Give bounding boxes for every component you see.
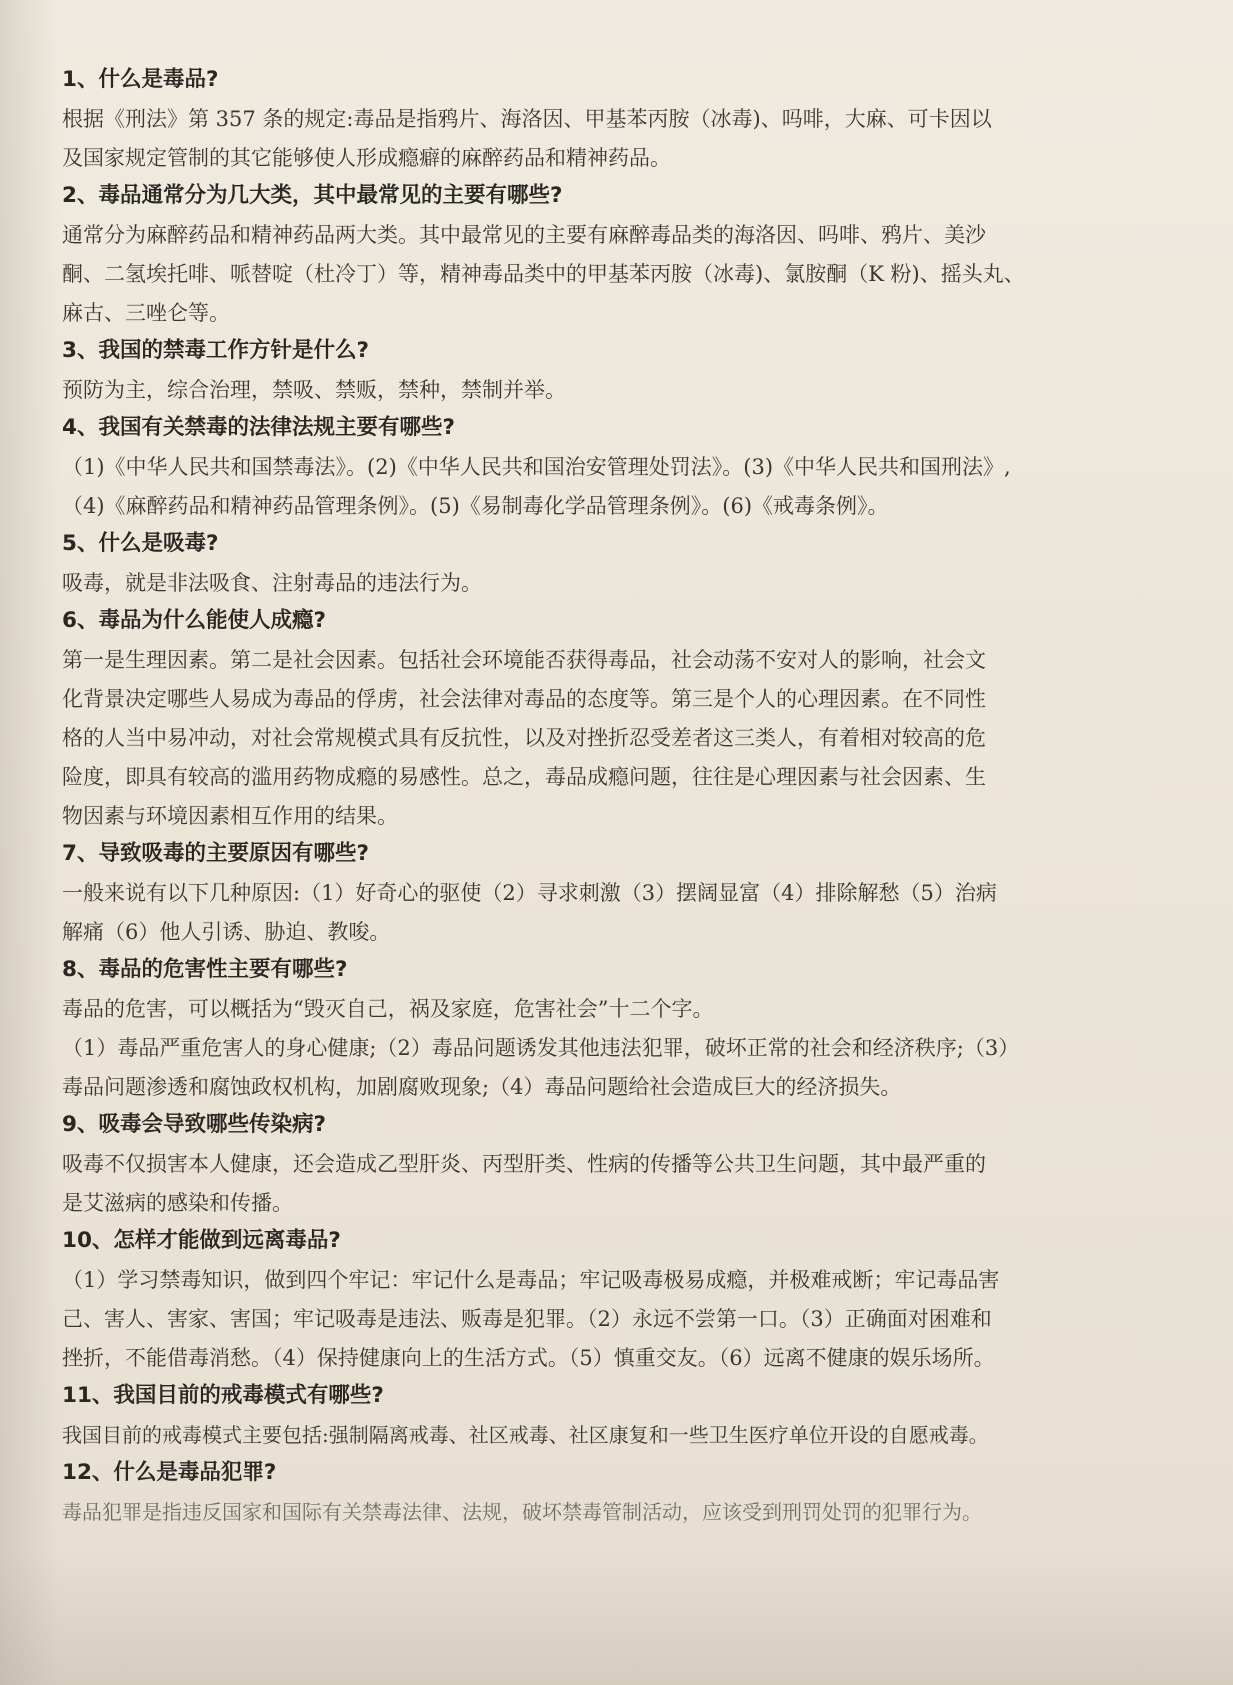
answer-text	[62, 990, 1122, 1107]
answer-text	[62, 100, 1122, 178]
answer-line: 毒品犯罪是指违反国家和国际有关禁毒法律、法规，破坏禁毒管制活动，应该受到刑罚处罚的犯罪行为。	[62, 1500, 982, 1524]
answer-text	[62, 1261, 1122, 1378]
answer-line: 根据《刑法》第 357 条的规定:毒品是指鸦片、海洛因、甲基苯丙胺（冰毒)、吗啡，大麻、可卡因以	[62, 107, 992, 131]
answer-line: 格的人当中易冲动，对社会常规模式具有反抗性，以及对挫折忍受差者这三类人，有着相对较高的危	[62, 726, 986, 750]
section-6	[62, 605, 1122, 836]
question-heading: 11、我国目前的戒毒模式有哪些?	[62, 1383, 384, 1408]
document-page	[62, 62, 1122, 1532]
section-8	[62, 954, 1122, 1107]
section-4	[62, 412, 1122, 526]
answer-line: （4)《麻醉药品和精神药品管理条例》。(5)《易制毒化学品管理条例》。(6)《戒毒条例》。	[62, 494, 889, 518]
question-heading: 5、什么是吸毒?	[62, 531, 219, 556]
answer-line: 是艾滋病的感染和传播。	[62, 1191, 293, 1215]
answer-line: 解痛（6）他人引诱、胁迫、教唆。	[62, 920, 391, 944]
paper-shadow-bottom	[0, 1545, 1233, 1685]
question-heading: 10、怎样才能做到远离毒品?	[62, 1228, 341, 1253]
section-1	[62, 64, 1122, 178]
answer-line: 麻古、三唑仑等。	[62, 301, 230, 325]
answer-line: 通常分为麻醉药品和精神药品两大类。其中最常见的主要有麻醉毒品类的海洛因、吗啡、鸦片、美沙	[62, 223, 986, 247]
section-2	[62, 180, 1122, 333]
answer-line: 预防为主，综合治理，禁吸、禁贩，禁种，禁制并举。	[62, 378, 566, 402]
answer-line: 第一是生理因素。第二是社会因素。包括社会环境能否获得毒品，社会动荡不安对人的影响，社会文	[62, 648, 986, 672]
section-9	[62, 1109, 1122, 1223]
answer-line: （1)《中华人民共和国禁毒法》。(2)《中华人民共和国治安管理处罚法》。(3)《中华人民共和国刑法》,	[62, 455, 1011, 479]
question-heading: 2、毒品通常分为几大类，其中最常见的主要有哪些?	[62, 183, 563, 208]
section-12	[62, 1457, 1122, 1532]
answer-line: 吸毒，就是非法吸食、注射毒品的违法行为。	[62, 571, 482, 595]
answer-line: 毒品的危害，可以概括为“毁灭自己，祸及家庭，危害社会”十二个字。	[62, 997, 714, 1021]
section-10	[62, 1225, 1122, 1378]
answer-line: 及国家规定管制的其它能够使人形成瘾癖的麻醉药品和精神药品。	[62, 146, 671, 170]
section-5	[62, 528, 1122, 603]
question-heading: 3、我国的禁毒工作方针是什么?	[62, 338, 369, 363]
section-11	[62, 1380, 1122, 1455]
answer-text	[62, 371, 1122, 410]
answer-text	[62, 1416, 1122, 1455]
answer-text	[62, 1145, 1122, 1223]
answer-line: 险度，即具有较高的滥用药物成瘾的易感性。总之，毒品成瘾问题，往往是心理因素与社会因素、生	[62, 765, 986, 789]
answer-text	[62, 641, 1122, 836]
answer-line: 吸毒不仅损害本人健康，还会造成乙型肝炎、丙型肝类、性病的传播等公共卫生问题，其中最严重的	[62, 1152, 986, 1176]
answer-text	[62, 216, 1122, 333]
question-heading: 12、什么是毒品犯罪?	[62, 1460, 277, 1485]
question-heading: 1、什么是毒品?	[62, 67, 219, 92]
answer-line: 毒品问题渗透和腐蚀政权机构，加剧腐败现象;（4）毒品问题给社会造成巨大的经济损失。	[62, 1075, 902, 1099]
answer-line: 挫折，不能借毒消愁。（4）保持健康向上的生活方式。（5）慎重交友。（6）远离不健康的娱乐场所。	[62, 1346, 995, 1370]
answer-line: 一般来说有以下几种原因:（1）好奇心的驱使（2）寻求刺激（3）摆阔显富（4）排除解愁（5）治病	[62, 881, 997, 905]
answer-text	[62, 1493, 1122, 1532]
answer-line: 酮、二氢埃托啡、哌替啶（杜冷丁）等，精神毒品类中的甲基苯丙胺（冰毒)、氯胺酮（K 粉)、摇头丸、	[62, 262, 1025, 286]
question-heading: 8、毒品的危害性主要有哪些?	[62, 957, 348, 982]
question-heading: 7、导致吸毒的主要原因有哪些?	[62, 841, 369, 866]
answer-line: 化背景决定哪些人易成为毒品的俘虏，社会法律对毒品的态度等。第三是个人的心理因素。在不同性	[62, 687, 986, 711]
question-heading: 9、吸毒会导致哪些传染病?	[62, 1112, 326, 1137]
section-7	[62, 838, 1122, 952]
answer-line: 我国目前的戒毒模式主要包括:强制隔离戒毒、社区戒毒、社区康复和一些卫生医疗单位开设的自愿戒毒。	[62, 1423, 989, 1447]
answer-text	[62, 564, 1122, 603]
answer-line: （1）学习禁毒知识，做到四个牢记：牢记什么是毒品；牢记吸毒极易成瘾，并极难戒断；牢记毒品害	[62, 1268, 1000, 1292]
answer-line: 物因素与环境因素相互作用的结果。	[62, 804, 398, 828]
answer-line: 己、害人、害家、害国；牢记吸毒是违法、贩毒是犯罪。（2）永远不尝第一口。（3）正确面对困难和	[62, 1307, 992, 1331]
answer-line: （1）毒品严重危害人的身心健康;（2）毒品问题诱发其他违法犯罪，破坏正常的社会和经济秩序;（3）	[62, 1036, 1020, 1060]
answer-text	[62, 448, 1122, 526]
question-heading: 4、我国有关禁毒的法律法规主要有哪些?	[62, 415, 455, 440]
section-3	[62, 335, 1122, 410]
question-heading: 6、毒品为什么能使人成瘾?	[62, 608, 326, 633]
answer-text	[62, 874, 1122, 952]
paper-shadow-left	[0, 0, 60, 1685]
